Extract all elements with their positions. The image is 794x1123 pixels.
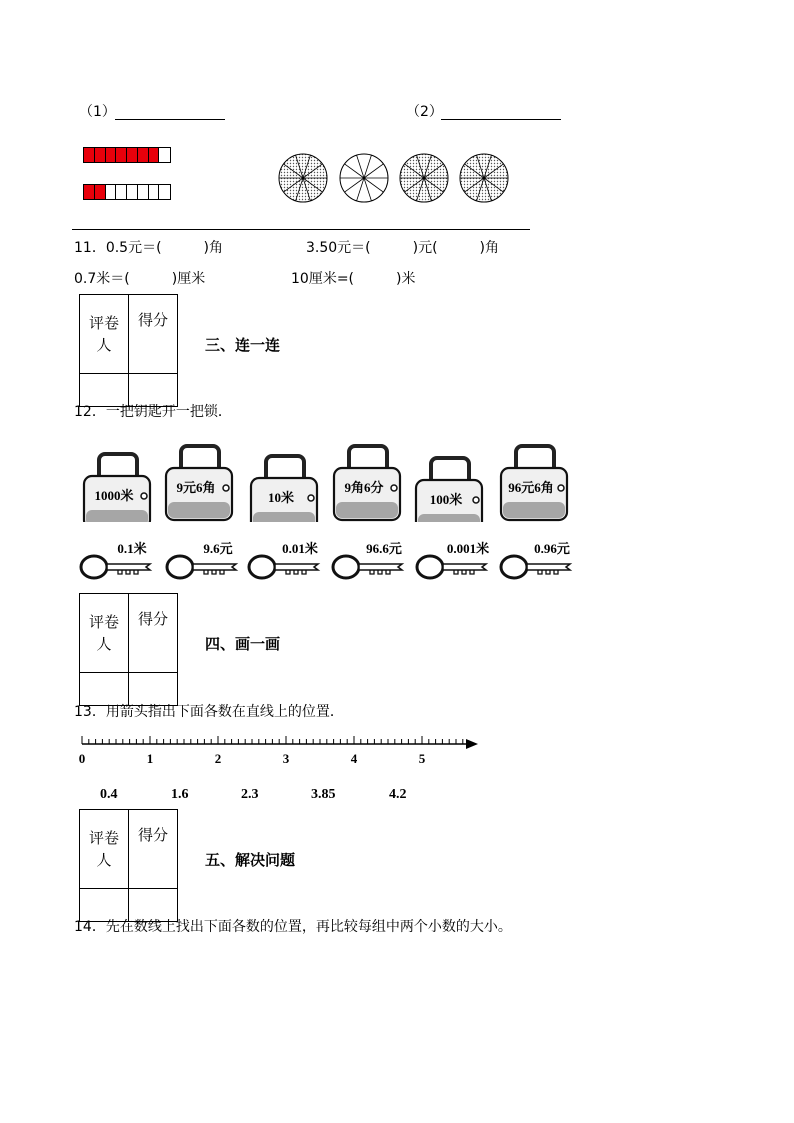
- key[interactable]: [501, 541, 570, 578]
- bar-cell: [116, 148, 127, 162]
- keys-row: [76, 535, 576, 585]
- fraction-circle: [279, 154, 327, 202]
- locks-row: [76, 432, 576, 522]
- bar-cell: [95, 148, 106, 162]
- lock[interactable]: [334, 446, 400, 520]
- fraction-circle: [400, 154, 448, 202]
- part2-label: （2）: [406, 104, 443, 120]
- target-number: 3.85: [311, 787, 336, 802]
- key[interactable]: [249, 541, 318, 578]
- q11-line2-a: 0.7米＝( )厘米: [74, 271, 206, 287]
- lock-label: 10米: [267, 490, 295, 505]
- grader-header: 评卷 人: [80, 810, 129, 889]
- fraction-circle: [340, 154, 388, 202]
- bar-cell: [138, 148, 149, 162]
- key[interactable]: [417, 541, 489, 578]
- bar-cell: [106, 148, 117, 162]
- axis-label: 0: [78, 751, 86, 766]
- bar-cell: [84, 148, 95, 162]
- target-number: 1.6: [171, 787, 189, 802]
- lock[interactable]: [416, 458, 482, 522]
- bar-cell: [159, 185, 170, 199]
- lock-label: 9元6角: [176, 480, 216, 495]
- q14-text: 14．先在数线上找出下面各数的位置，再比较每组中两个小数的大小。: [74, 919, 512, 935]
- bar-cell: [95, 185, 106, 199]
- fraction-bar-top: [83, 147, 171, 163]
- lock[interactable]: [501, 446, 567, 520]
- bar-cell: [159, 148, 170, 162]
- bar-cell: [106, 185, 117, 199]
- score-cell[interactable]: [129, 374, 178, 407]
- bar-cell: [149, 148, 160, 162]
- bar-cell: [149, 185, 160, 199]
- bar-cell: [138, 185, 149, 199]
- lock-label: 9角6分: [344, 480, 384, 495]
- number-line[interactable]: [70, 732, 480, 772]
- score-table-2: [79, 593, 178, 706]
- axis-label: 2: [214, 751, 222, 766]
- part1-answer-line[interactable]: [115, 119, 225, 120]
- score-table-3: [79, 809, 178, 922]
- section3-title: 三、连一连: [205, 336, 281, 354]
- score-header: 得分: [129, 594, 178, 673]
- axis-label: 1: [146, 751, 154, 766]
- score-header: 得分: [129, 295, 178, 374]
- target-number: 4.2: [389, 787, 407, 802]
- lock[interactable]: [166, 446, 232, 520]
- key-label: 0.1米: [117, 541, 147, 556]
- key[interactable]: [81, 541, 150, 578]
- key-label: 96.6元: [366, 541, 402, 556]
- axis-label: 5: [418, 751, 426, 766]
- fraction-circles: [274, 150, 514, 210]
- lock[interactable]: [251, 456, 317, 522]
- key[interactable]: [333, 541, 402, 578]
- score-header: 得分: [129, 810, 178, 889]
- key-label: 0.01米: [282, 541, 318, 556]
- fraction-circle: [460, 154, 508, 202]
- grader-header: 评卷 人: [80, 295, 129, 374]
- fraction-bar-bottom: [83, 184, 171, 200]
- key-label: 0.96元: [534, 541, 570, 556]
- grader-cell[interactable]: [80, 374, 129, 407]
- q11-line1-a: 11．0.5元＝( )角: [74, 240, 224, 256]
- lock-label: 100米: [429, 492, 463, 507]
- part1-label: （1）: [79, 104, 116, 120]
- axis-label: 4: [350, 751, 358, 766]
- q11-line1-b: 3.50元＝( )元( )角: [306, 240, 500, 256]
- lock-label: 1000米: [94, 488, 134, 503]
- score-cell[interactable]: [129, 889, 178, 922]
- score-table-1: [79, 294, 178, 407]
- target-number: 0.4: [100, 787, 118, 802]
- score-cell[interactable]: [129, 673, 178, 706]
- key-label: 0.001米: [446, 541, 490, 556]
- arrow-head: [466, 739, 478, 749]
- lock[interactable]: [84, 454, 150, 522]
- target-number: 2.3: [241, 787, 259, 802]
- part2-answer-line[interactable]: [441, 119, 561, 120]
- q13-text: 13．用箭头指出下面各数在直线上的位置．: [74, 704, 344, 720]
- section5-title: 五、解决问题: [205, 851, 296, 869]
- bar-cell: [84, 185, 95, 199]
- grader-header: 评卷 人: [80, 594, 129, 673]
- q11-line2-b: 10厘米=( )米: [291, 271, 416, 287]
- bar-cell: [127, 148, 138, 162]
- q12-text: 12．一把钥匙开一把锁．: [74, 404, 232, 420]
- grader-cell[interactable]: [80, 673, 129, 706]
- divider: [72, 229, 530, 230]
- axis-label: 3: [282, 751, 290, 766]
- section4-title: 四、画一画: [205, 635, 281, 653]
- grader-cell[interactable]: [80, 889, 129, 922]
- bar-cell: [127, 185, 138, 199]
- lock-label: 96元6角: [508, 480, 554, 495]
- key[interactable]: [167, 541, 236, 578]
- bar-cell: [116, 185, 127, 199]
- key-label: 9.6元: [203, 541, 233, 556]
